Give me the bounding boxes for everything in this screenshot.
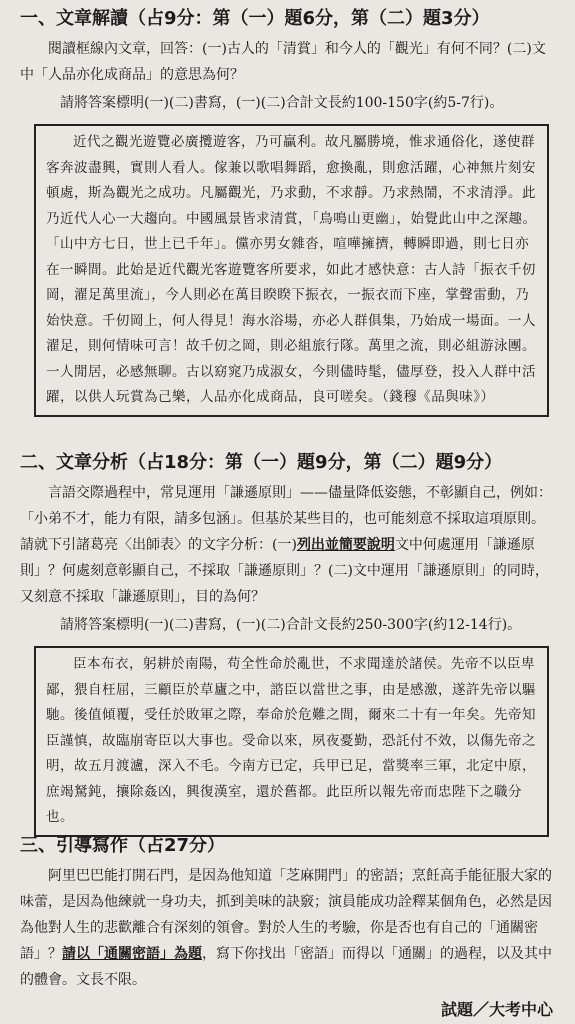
section-1-question: 閱讀框線內文章，回答：(一)古人的「清賞」和今人的「觀光」有何不同？(二)文中「人品亦化成商品」的意思為何？ [20, 41, 546, 83]
section-2-question-part2: 文中何處運用「謙遜原則」？何處刻意彰顯自己，不採取「謙遜原則」？(二)文中運用「謙遜原則」的同時，又刻意不採取「謙遜原則」，目的為何？ [20, 537, 549, 605]
section-1-passage-box [34, 124, 549, 417]
section-1 [20, 6, 553, 417]
section-2-title: 二、文章分析（占18分：第（一）題9分，第（二）題9分） [20, 452, 503, 473]
section-1-passage: 近代之觀光遊覽必廣攬遊客，乃可贏利。故凡屬勝境，惟求通俗化，遂使群客奔波盡興，實則人看人。傢兼以歌唱舞蹈，愈換亂，則愈活躍，心神無片刻安頓處，斯為觀光之成功。凡屬觀光，乃求動，不求靜。乃求熱鬧，不求清淨。此乃近代人心一大趨向。中國風景皆求清賞，「鳥鳴山更幽」，始覺此山中之深趣。「山中方七日，世上已千年」。儻亦男女雜沓，喧嘩擁擠，轉瞬即過，則七日亦在一瞬間。此始是近代觀光客遊覽客所要求，如此才感快意：古人詩「振衣千仞岡，濯足萬里流」，今人則必在萬目睽睽下振衣，一振衣而下座，掌聲雷動，乃始快意。千仞岡上，何人得見！海水浴場，亦必人群俱集，乃始成一場面。一人濯足，則何情味可言！故千仞之岡，則必組旅行隊。萬里之流，則必組游泳團。一人閒居，必感無聊。古以窈窕乃成淑女，今則儘時髦，儘厚登，投入人群中活躍，以供人玩賞為己樂，人品亦化成商品，良可嗟矣。（錢穆《品與味》） [46, 134, 537, 405]
section-2-passage: 臣本布衣，躬耕於南陽，苟全性命於亂世，不求聞達於諸侯。先帝不以臣卑鄙，猥自枉屈，三顧臣於草廬之中，諮臣以當世之事，由是感激，遂許先帝以驅馳。後值傾覆，受任於敗軍之際，奉命於危難之間，爾來二十有一年矣。先帝知臣謹慎，故臨崩寄臣以大事也。受命以來，夙夜憂勤，恐託付不效，以傷先帝之明，故五月渡瀘，深入不毛。今南方已定，兵甲已足，當獎率三軍，北定中原，庶竭駑鈍，攘除姦凶，興復漢室，還於舊都。此臣所以報先帝而忠陛下之職分也。 [46, 656, 536, 825]
section-2-instruction: 請將答案標明(一)(二)書寫，(一)(二)合計文長約250-300字(約12-14行)。 [60, 617, 522, 633]
section-2 [20, 450, 553, 837]
section-2-question-part1: 言語交際過程中，常見運用「謙遜原則」——儘量降低姿態，不彰顯自己，例如：「小弟不才，能力有限，請多包涵」。但基於某些目的，也可能刻意不採取這項原則。請就下引諸葛亮〈出師表〉的文字分析：(一) [20, 485, 552, 553]
section-1-title: 一、文章解讀（占9分：第（一）題6分，第（二）題3分） [20, 8, 490, 29]
section-3 [20, 833, 553, 993]
section-2-passage-box [34, 646, 549, 837]
section-3-prompt [20, 863, 553, 993]
section-1-instruction: 請將答案標明(一)(二)書寫，(一)(二)合計文長約100-150字(約5-7行)。 [60, 95, 504, 111]
section-3-title: 三、引導寫作（占27分） [20, 835, 226, 856]
section-3-prompt-part2: ，寫下你找出「密語」而得以「通關」的過程，以及其中的體會。文長不限。 [20, 946, 552, 988]
section-3-prompt-part1: 阿里巴巴能打開石門，是因為他知道「芝麻開門」的密語；烹飪高手能征服大家的味蕾，是因為他練就一身功夫，抓到美味的訣竅；演員能成功詮釋某個角色，必然是因為他對人生的悲歡離合有深刻的領會。對於人生的考驗，你是否也有自己的「通關密語」？ [20, 868, 552, 962]
section-3-prompt-emphasis: 請以「通關密語」為題 [62, 946, 202, 962]
source-credit: 試題／大考中心 [440, 1000, 553, 1019]
section-2-question [20, 480, 553, 610]
section-2-question-emphasis: 列出並簡要說明 [296, 537, 395, 553]
